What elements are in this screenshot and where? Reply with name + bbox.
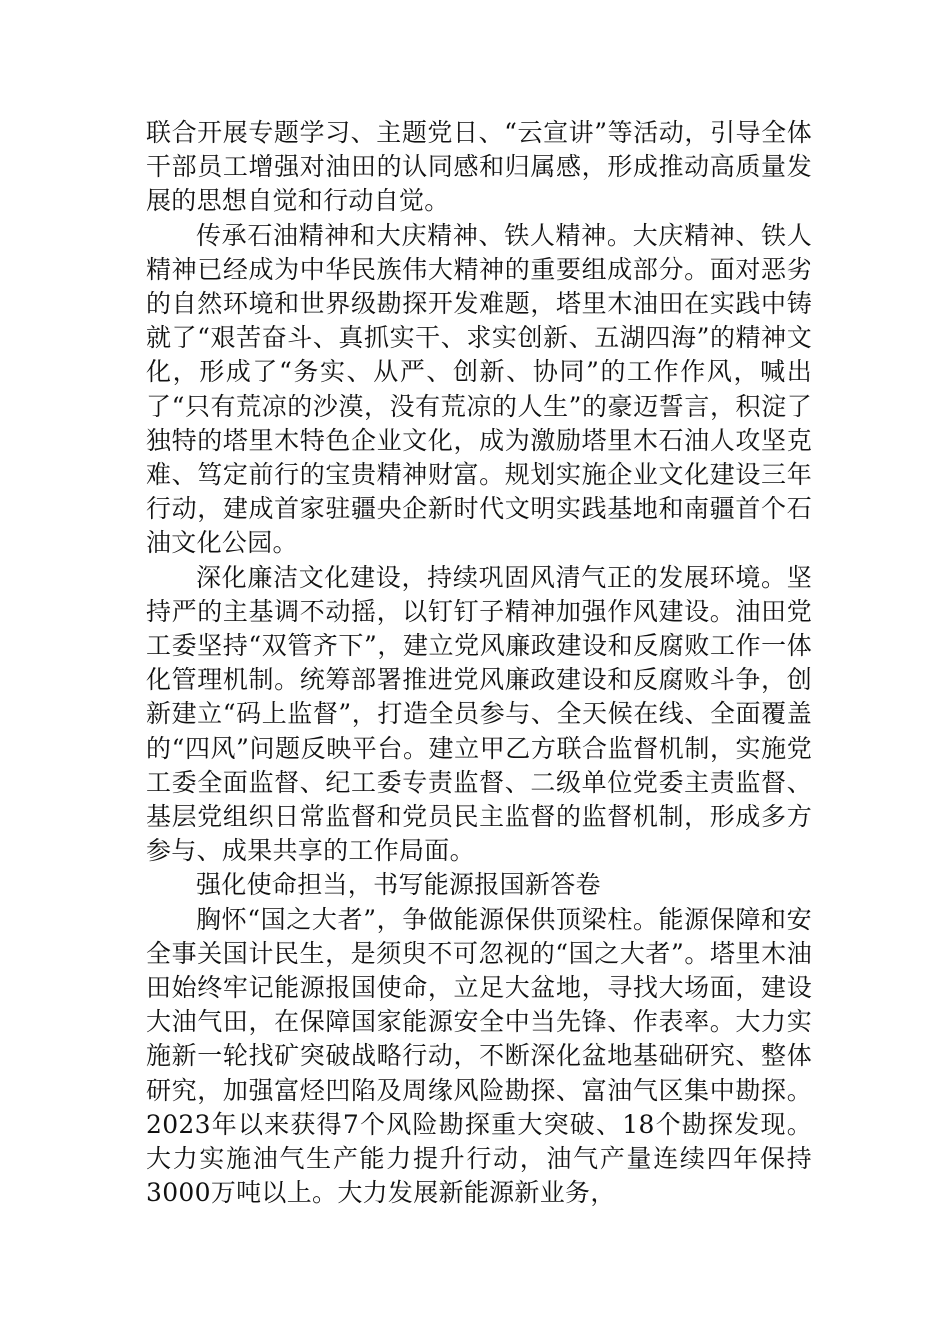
paragraph-petroleum-spirit: 传承石油精神和大庆精神、铁人精神。大庆精神、铁人精神已经成为中华民族伟大精神的重要组成部分。面对恶劣的自然环境和世界级勘探开发难题，塔里木油田在实践中铸就了“艰苦奋斗、真抓实干、求实创新、五湖四海”的精神文化，形成了“务实、从严、创新、协同”的工作作风，喊出了“只有荒凉的沙漠，没有荒凉的人生”的豪迈誓言，积淀了独特的塔里木特色企业文化，成为激励塔里木石油人攻坚克难、笃定前行的宝贵精神财富。规划实施企业文化建设三年行动，建成首家驻疆央企新时代文明实践基地和南疆首个石油文化公园。 — [146, 220, 812, 558]
paragraph-energy-security: 胸怀“国之大者”，争做能源保供顶梁柱。能源保障和安全事关国计民生，是须臾不可忽视的“国之大者”。塔里木油田始终牢记能源报国使命，立足大盆地，寻找大场面，建设大油气田，在保障国家能源安全中当先锋、作表率。大力实施新一轮找矿突破战略行动，不断深化盆地基础研究、整体研究，加强富烃凹陷及周缘风险勘探、富油气区集中勘探。2023年以来获得7个风险勘探重大突破、18个勘探发现。大力实施油气生产能力提升行动，油气产量连续四年保持3000万吨以上。大力发展新能源新业务， — [146, 904, 812, 1208]
paragraph-continuation: 联合开展专题学习、主题党日、“云宣讲”等活动，引导全体干部员工增强对油田的认同感和归属感，形成推动高质量发展的思想自觉和行动自觉。 — [146, 118, 812, 216]
document-body — [146, 116, 812, 1211]
section-heading: 强化使命担当，书写能源报国新答卷 — [196, 870, 601, 900]
paragraph-integrity-culture: 深化廉洁文化建设，持续巩固风清气正的发展环境。坚持严的主基调不动摇，以钉钉子精神加强作风建设。油田党工委坚持“双管齐下”，建立党风廉政建设和反腐败工作一体化管理机制。统筹部署推进党风廉政建设和反腐败斗争，创新建立“码上监督”，打造全员参与、全天候在线、全面覆盖的“四风”问题反映平台。建立甲乙方联合监督机制，实施党工委全面监督、纪工委专责监督、二级单位党委主责监督、基层党组织日常监督和党员民主监督的监督机制，形成多方参与、成果共享的工作局面。 — [146, 562, 812, 866]
